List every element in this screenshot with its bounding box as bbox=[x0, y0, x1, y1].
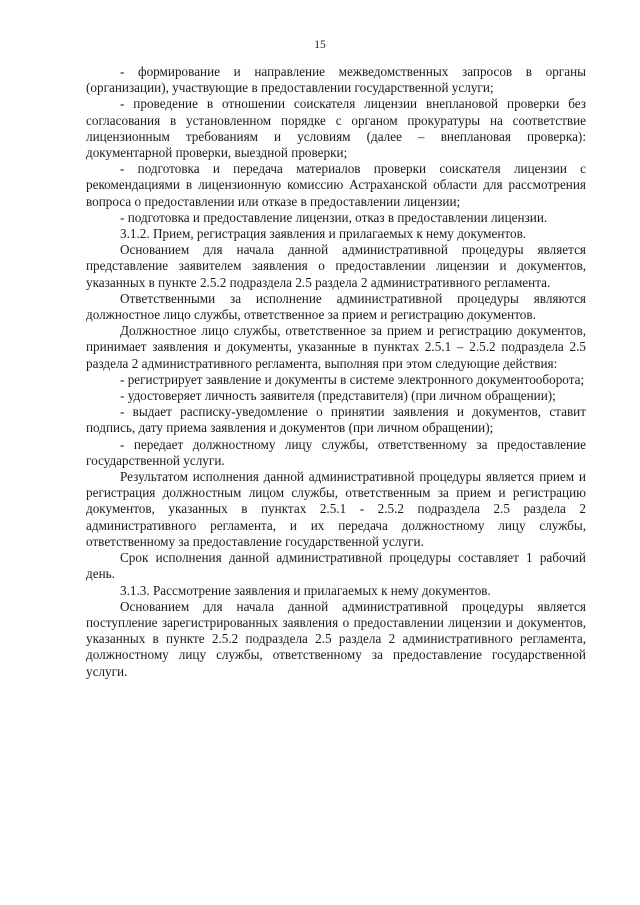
document-body bbox=[86, 64, 586, 680]
list-item-transfers: - передает должностному лицу службы, ответственному за предоставление государственной услуги. bbox=[86, 436, 586, 468]
list-item-inspection-materials: - подготовка и передача материалов проверки соискателя лицензии с рекомендациями в лицензионную комиссию Астраханской области для рассмотрения вопроса о предоставлении или отказе в предоставлении лицензии; bbox=[86, 161, 586, 209]
paragraph-responsible: Ответственными за исполнение административной процедуры являются должностное лицо службы, ответственное за прием и регистрацию документов. bbox=[86, 290, 586, 323]
paragraph-basis-3-1-2: Основанием для начала данной административной процедуры является представление заявителем заявления о предоставлении лицензии и документов, указанных в пункте 2.5.2 подраздела 2.5 раздела 2 административного регламента. bbox=[86, 242, 586, 290]
paragraph-result: Результатом исполнения данной административной процедуры является прием и регистрация должностным лицом службы, ответственным за прием и регистрацию документов, указанных в пунктах 2.5.1 - 2.5.2 подраздела 2.5 раздела 2 административного регламента, и их передача должностному лицу службы, ответственному за предоставление государственной услуги. bbox=[86, 469, 586, 549]
list-item-interagency-requests: - формирование и направление межведомственных запросов в органы (организации), участвующие в предоставлении государственной услуги; bbox=[86, 64, 586, 96]
section-heading-3-1-2: 3.1.2. Прием, регистрация заявления и прилагаемых к нему документов. bbox=[120, 226, 527, 242]
page-number: 15 bbox=[314, 39, 326, 51]
paragraph-deadline: Срок исполнения данной административной процедуры составляет 1 рабочий день. bbox=[86, 550, 586, 582]
list-item-verifies-identity: - удостоверяет личность заявителя (представителя) (при личном обращении); bbox=[120, 388, 556, 404]
paragraph-basis-3-1-3: Основанием для начала данной административной процедуры является поступление зарегистрированных заявления о предоставлении лицензии и документов, указанных в пункте 2.5.2 подраздела 2.5 раздела 2 административного регламента, должностному лицу службы, ответственному за предоставление государственной услуги. bbox=[86, 598, 586, 679]
list-item-unscheduled-inspection: - проведение в отношении соискателя лицензии внеплановой проверки без согласования в установленном порядке с органом прокуратуры на соответствие лицензионным требованиям и условиям (далее – внеплановая проверка): документарной проверки, выездной проверки; bbox=[86, 96, 586, 161]
paragraph-official-actions: Должностное лицо службы, ответственное за прием и регистрацию документов, принимает заявления и документы, указанные в пунктах 2.5.1 – 2.5.2 подраздела 2.5 раздела 2 административного регламента, выполняя при этом следующие действия: bbox=[86, 323, 586, 371]
list-item-registers: - регистрирует заявление и документы в системе электронного документооборота; bbox=[120, 371, 585, 387]
list-item-license-issuance: - подготовка и предоставление лицензии, отказ в предоставлении лицензии. bbox=[120, 209, 548, 225]
list-item-issues-receipt: - выдает расписку-уведомление о принятии заявления и документов, ставит подпись, дату приема заявления и документов (при личном обращении); bbox=[86, 404, 586, 436]
section-heading-3-1-3: 3.1.3. Рассмотрение заявления и прилагаемых к нему документов. bbox=[120, 582, 491, 598]
